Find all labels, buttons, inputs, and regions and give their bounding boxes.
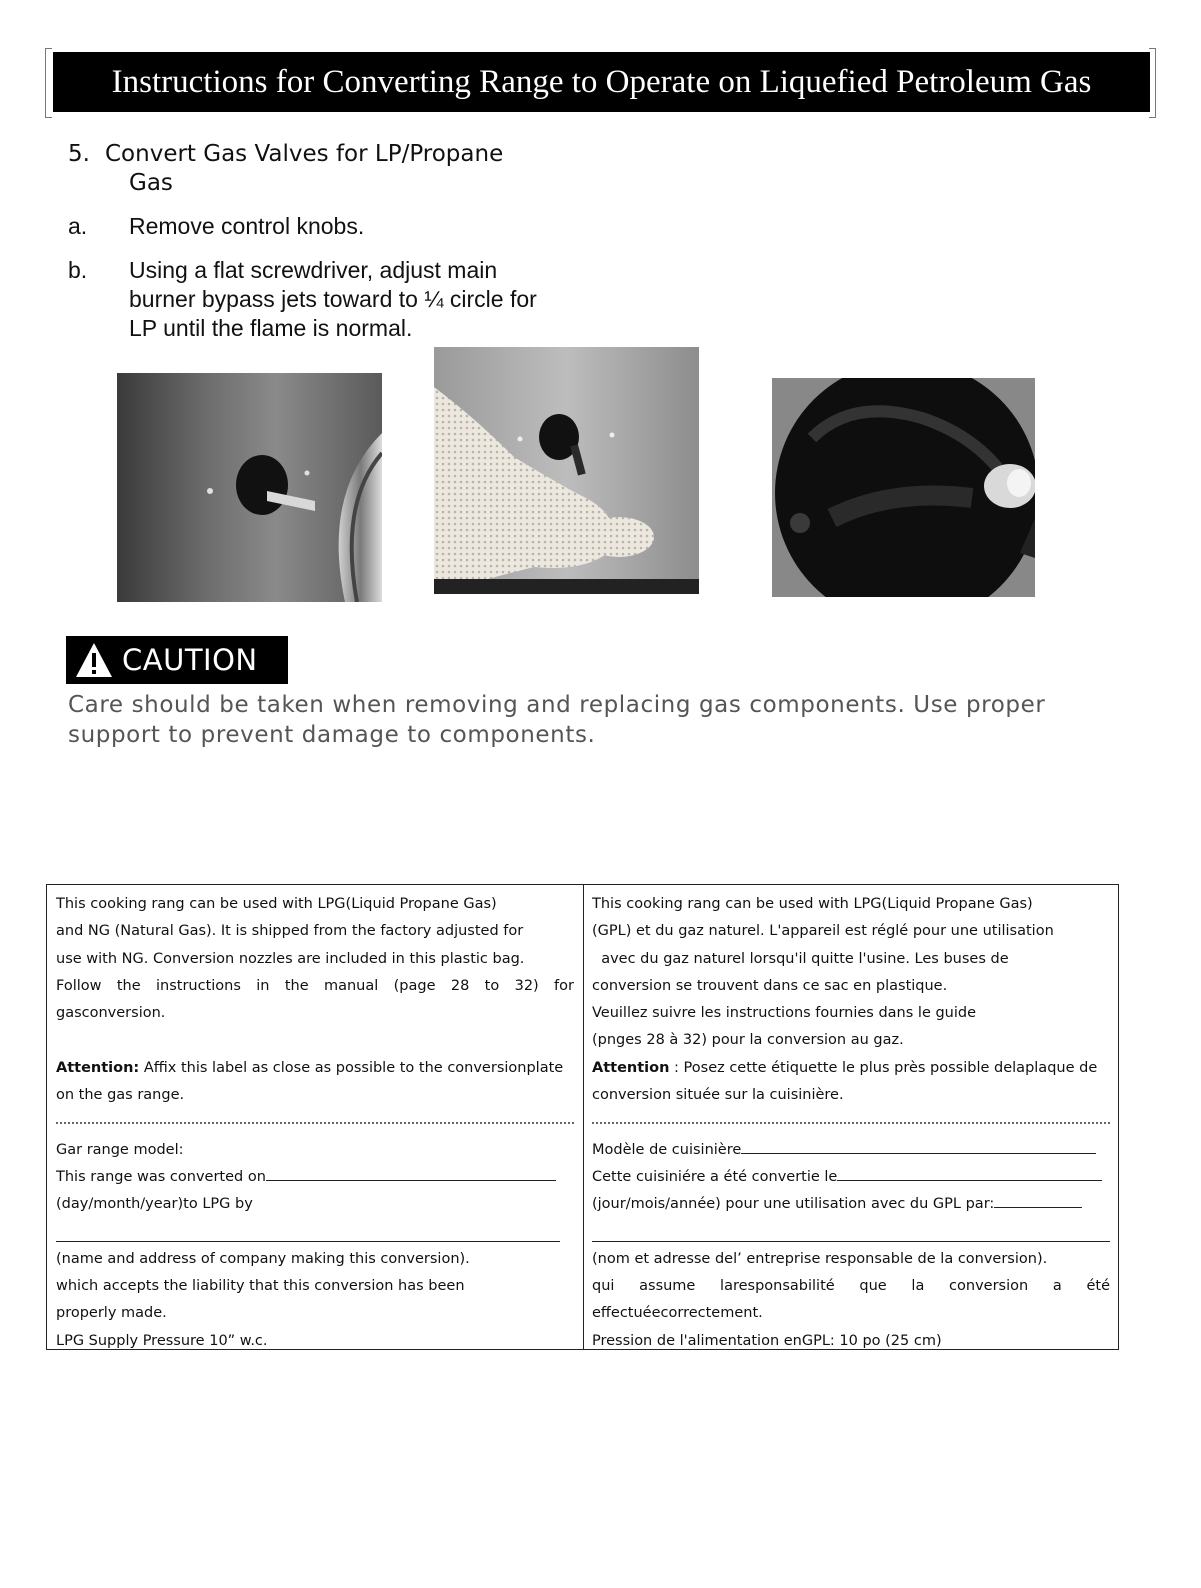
date-blank <box>837 1164 1102 1181</box>
warning-icon <box>74 640 114 680</box>
header-bracket-left <box>45 48 52 118</box>
label-line: (nom et adresse del’ entreprise responsable de la conversion). <box>592 1250 1048 1267</box>
label-line: gasconversion. <box>56 1005 166 1022</box>
attention-line <box>592 1055 1110 1082</box>
label-line: on the gas range. <box>56 1087 185 1104</box>
label-line: and NG (Natural Gas). It is shipped from the factory adjusted for <box>56 923 524 940</box>
label-line: avec du gaz naturel lorsqu'il quitte l'usine. Les buses de <box>592 950 1009 967</box>
sub-step-text: Using a flat screwdriver, adjust main <box>129 257 498 283</box>
attention-text: Affix this label as close as possible to the conversionplate <box>139 1059 564 1076</box>
company-blank <box>592 1219 1110 1246</box>
caution-label: CAUTION <box>122 643 258 677</box>
pressure-line: Pression de l'alimentation enGPL: 10 po (25 cm) <box>592 1332 942 1349</box>
label-line: qui assume laresponsabilité que la conversion a été <box>592 1278 1110 1295</box>
date-blank <box>266 1164 556 1181</box>
dotted-separator <box>592 1109 1110 1136</box>
label-line: This cooking rang can be used with LPG(Liquid Propane Gas) <box>592 896 1033 912</box>
step-title-line2: Gas <box>129 170 173 196</box>
attention-line <box>56 1055 574 1082</box>
model-field: Gar range model: <box>56 1141 184 1158</box>
company-blank <box>56 1219 560 1246</box>
company-name-blank <box>994 1191 1082 1208</box>
sub-step-b <box>68 256 668 346</box>
sub-step-text: burner bypass jets toward to ¼ circle for <box>129 286 537 312</box>
page-title: Instructions for Converting Range to Operate on Liquefied Petroleum Gas <box>53 52 1150 112</box>
label-line: (pnges 28 à 32) pour la conversion au gaz. <box>592 1032 904 1049</box>
label-line: conversion se trouvent dans ce sac en plastique. <box>592 977 948 994</box>
converted-on-label: Cette cuisiniére a été convertie le <box>592 1168 838 1185</box>
converted-on-field <box>56 1164 574 1191</box>
model-blank <box>741 1137 1096 1154</box>
label-french-column <box>592 891 1110 1355</box>
model-label: Modèle de cuisinière <box>592 1141 742 1158</box>
photo-screwdriver-adjust <box>434 347 699 594</box>
label-line: which accepts the liability that this conversion has been <box>56 1278 465 1295</box>
sub-step-text: LP until the flame is normal. <box>129 315 413 341</box>
photo-valve-stem <box>117 373 382 602</box>
label-line: This cooking rang can be used with LPG(Liquid Propane Gas) <box>56 896 497 912</box>
caution-badge <box>66 636 288 684</box>
sub-step-letter: a. <box>68 213 88 239</box>
model-field <box>592 1137 1110 1164</box>
label-line: (day/month/year)to LPG by <box>56 1196 253 1213</box>
sub-step-a <box>68 212 668 241</box>
label-line: (name and address of company making this conversion). <box>56 1250 470 1267</box>
label-line: properly made. <box>56 1305 167 1322</box>
sub-step-text: Remove control knobs. <box>129 213 365 239</box>
converted-on-field <box>592 1164 1110 1191</box>
step-number: 5. <box>68 141 90 167</box>
attention-label: Attention: <box>56 1059 140 1076</box>
label-line: (GPL) et du gaz naturel. L'appareil est réglé pour une utilisation <box>592 923 1054 940</box>
label-divider <box>583 885 584 1349</box>
caution-text: Care should be taken when removing and replacing gas components. Use proper support to prevent damage to components. <box>68 692 1046 748</box>
label-line: Veuillez suivre les instructions fournies dans le guide <box>592 1005 977 1022</box>
conversion-label <box>46 884 1119 1350</box>
label-line: conversion située sur la cuisinière. <box>592 1087 844 1104</box>
dotted-separator <box>56 1109 574 1136</box>
attention-label: Attention <box>592 1059 670 1076</box>
pressure-line: LPG Supply Pressure 10” w.c. <box>56 1332 268 1349</box>
label-english-column <box>56 891 574 1355</box>
photo-bypass-jet-closeup <box>772 378 1035 597</box>
attention-text: : Posez cette étiquette le plus près possible delaplaque de <box>669 1059 1098 1076</box>
step-heading <box>68 140 503 198</box>
sub-step-letter: b. <box>68 257 88 283</box>
date-line-field <box>592 1191 1110 1218</box>
label-spacer <box>56 1027 574 1054</box>
label-line: Follow the instructions in the manual (page 28 to 32) for <box>56 977 574 994</box>
label-line: effectuéecorrectement. <box>592 1305 763 1322</box>
step-title-line1: Convert Gas Valves for LP/Propane <box>105 141 504 167</box>
label-line: use with NG. Conversion nozzles are included in this plastic bag. <box>56 950 525 967</box>
date-line-label: (jour/mois/année) pour une utilisation avec du GPL par: <box>592 1196 995 1213</box>
header-bracket-right <box>1149 48 1156 118</box>
converted-on-label: This range was converted on <box>56 1168 266 1185</box>
